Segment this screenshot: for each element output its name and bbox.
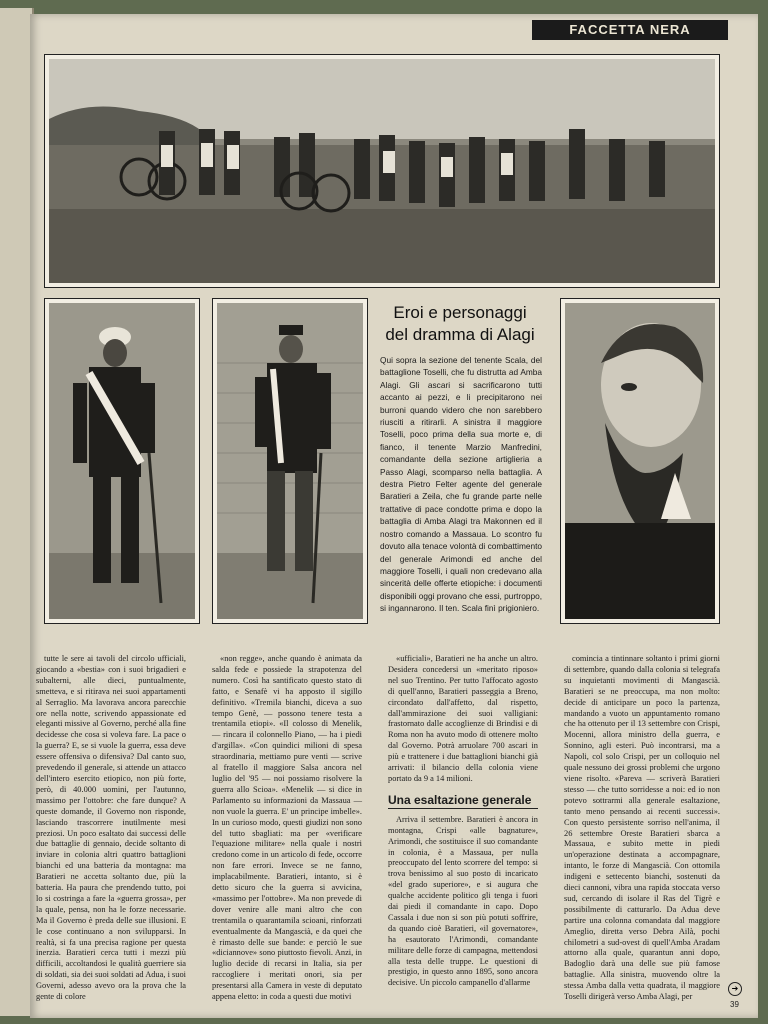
- pietro-felter-portrait: [565, 303, 715, 619]
- artillery-photo-art: [49, 59, 715, 283]
- text-column-2: [212, 654, 362, 1004]
- column-3-bottom-text: Arriva il settembre. Baratieri è ancora in montagna, Crispi «alle bagnature», Arimondi, che sostituisce il suo comandante in colonia, è a Massaua, per nulla preoccupato del lento scorrere del tempo: si trova benissimo al suo posto di incaricato «del grado superiore», e si augura che qualche accidente politico gli tenga i fuori dai piedi il comandante in capo. Dopo Cassala i due non si son più potuti soffrire, da quando cioè Baratieri, «il governatore», ha esautorato l'Arimondi, comandante militare delle forze di campagna, mettendosi alla testa delle truppe. Le questioni di prestigio, in questo anno 1895, sono ancora decisive. Un piccolo campanello d'allarme: [388, 814, 538, 988]
- felter-portrait-art: [565, 303, 715, 619]
- top-photo-frame: [44, 54, 720, 288]
- section-rubric: FACCETTA NERA: [532, 20, 728, 40]
- text-column-3: [388, 654, 538, 1004]
- manfredini-portrait-art: [217, 303, 363, 619]
- manfredini-photo-frame: [212, 298, 368, 624]
- page-number: 39: [730, 1000, 739, 1009]
- article-title: [380, 302, 540, 346]
- photo-caption: Qui sopra la sezione del tenente Scala, del battaglione Toselli, che fu distrutta ad Amba Alagi. Gli ascari si sacrificarono tutti accanto ai pezzi, e li precipitarono nei burroni quando videro che non sarebbero riusciti a ritirarli. A sinistra il maggiore Toselli, poco prima della sua morte e, di fianco, il tenente Marzio Manfredini, comandante della sezione artiglieria a Passo Alagi, scomparso nella battaglia. A destra Pietro Felter agente del generale Baratieri a Zeila, che fu grande parte nelle trattative di pace condotte prima e dopo la battaglia di Amba Alagi tra Makonnen ed il nostro comando a Massaua. Lo scontro fu dovuto alla tenace volontà di combattimento del generale Arimondi ed anche del maggiore Toselli, i quali non credevano alla sincerità delle offerte etiopiche: i documenti disponibili oggi provano che essi, purtroppo, si ingannarono. Il ten. Scala finì prigioniero.: [380, 355, 542, 614]
- toselli-photo-frame: [44, 298, 200, 624]
- column-1-text: tutte le sere ai tavoli del circolo ufficiali, giocando a «bestia» con i suoi brigadieri e subalterni, alle dieci, puntualmente, smetteva, e si ritirava nei suoi appartamenti al Serraglio. Ma lavorava ancora parecchie ore nella notte, scrivendo appassionate ed eleganti missive al Governo, perché alla fine decidesse che cosa si voleva fare. La pace o la guerra? E, se si vuole la guerra, essa deve essere offensiva o difensiva? Dal canto suo, prevedendo il generale, si attende un attacco dell'intero esercito etiopico, non più forte, però, di 40.000 uomini, per l'autunno, massimo per l'ottobre: che fare dunque? A queste domande, il Governo non risponde, lasciando trascorrere inutilmente mesi preziosi. Un poco esaltato dai successi delle due battaglie di gennaio, decide soltanto di inviare in colonia altri quattro battaglioni bianchi ed una batteria da montagna: ma Baratieri ne accetta soltanto due, più la batteria. Ha paura che prendendo tutto, poi lo si costringa a fare la «guerra grossa», per la quale, pensa, non ha le forze necessarie. Ma il Governo è preda delle sue illusioni. E le cose continuano a non svilupparsi. In realtà, si fa una precisa ragione per questa inerzia. Baratieri cerca tutti i mezzi più difficili, accoltandosi le qualità guerriere sia di soldati, sia dei suoi soldati ad Adua, i suoi Governi, adesso avevo ora la prova che la gente di colore: [36, 654, 186, 1002]
- column-4-text: comincia a tintinnare soltanto i primi giorni di settembre, quando dalla colonia si telegrafa su inquietanti movimenti di Mangascià. Baratieri se ne preoccupa, ma non molto: decide di anticipare un poco la partenza, mandando a vuoto un appuntamento romano che ha ottenuto per il 13 settembre con Crispi, Mocenni, allora ministro della guerra, e Sonnino, agli esteri. Può incontrarsi, ma a Napoli, col solo Crispi, per un colloquio nel quale nessuno dei grossi problemi che urgono viene risolto. «Pareva — scriverà Baratieri stesso — che tutto sorridesse a noi: ed io non potevo sottrarmi alla generale esaltazione, tanto meno pensando ai recenti successi». Con questo persistente sorriso nell'anima, il 26 settembre Oreste Baratieri sbarca a Massaua, e subito mette in piedi un'operazione destinata a accompagnare, intanto, le forze di Mangascià. Con ottomila indigeni e settecento bianchi, sostenuti da dieci cannoni, vibra una rapida stoccata verso sud, cercando di isolare il Ras del Tigrè e possibilmente di catturarlo. Da Adua deve partire una colonna comandata dal maggiore Ameglio, diretta verso Debra Ailà, pochi chilometri a sud-ovest di quell'Amba Aradam attorno alla quale, quarantun anni dopo, Badoglio darà una delle sue più famose battaglie. Alla sinistra, muovendo oltre la stessa Amba dalla vetta quadrata, il maggiore Toselli dirigerà verso Amba Alagi, per: [564, 654, 720, 1002]
- artillery-section-photo: [49, 59, 715, 283]
- toselli-portrait-art: [49, 303, 195, 619]
- text-column-1: [36, 654, 186, 1004]
- column-3-top-text: «ufficiali», Baratieri ne ha anche un altro. Desidera concedersi un «meritato riposo» nel suo Trentino. Per tutto l'affocato agosto di quell'anno, Baratieri passeggia a Breno, circondato dall'affetto, dal rispetto, dall'ammirazione dei suoi valligiani: frastornato dalle accoglienze di Brindisi e di Roma non ha avuto modo di ottenere molto dal Governo. Potrà arruolare 700 ascari in più e trattenere i due battaglioni bianchi già arrivati: il bilancio della colonia viene portato da 9 a 14 milioni.: [388, 654, 538, 783]
- continue-arrow-icon: ➔: [728, 982, 742, 996]
- lieutenant-manfredini-portrait: [217, 303, 363, 619]
- left-page-edge: [0, 8, 34, 1016]
- felter-photo-frame: [560, 298, 720, 624]
- magazine-page: [30, 14, 758, 1018]
- column-2-text: «non regge», anche quando è animata da salda fede e possiede la strapotenza del numero. Così ha santificato questo stato di fatto, e Senafè vi ha apposto il sigillo definitivo. «Tremila bianchi, diceva a suo tempo Genè, — possono tenere testa a trentamila etiopi». «Il colosso di Menelik, — rincara il colonnello Piano, — ha i piedi d'argilla». «Con quindici milioni di spesa straordinaria, mettiamo pure venti — scrive al fratello il maggiore Salsa ancora nel luglio del '95 — noi possiamo risolvere la guerra allo Scioa». «Menelik — si dice in Parlamento su informazioni da Massaua — non vuole la guerra. E' un principe imbelle». In un curioso modo, questi giudizi non sono del tutto sbagliati: ma per «verificare l'equazione militare» nella quale i nostri credono come in un articolo di fede, occorre non fare errori. Invece se ne fanno, implacabilmente. Baratieri, intanto, si è detto sicuro che la guerra si avvicina, «massimo per l'ottobre». Ma non prevede di dover venire alle mani altro che con trentamila o quarantamila scioani, rinforzati eventualmente da Mangascià, e da quei che è rimasto delle sue bande: e perciò le sue «diciannove» sono piuttosto fievoli. Anzi, in luglio decide di recarsi in Italia, sia per raccogliere i meritati onori, sia per presentarsi alla Camera in veste di deputato appena eletto: in coda a questi due motivi: [212, 654, 362, 1002]
- section-subheading: Una esaltazione generale: [388, 789, 538, 809]
- major-toselli-portrait: [49, 303, 195, 619]
- title-line-2: del dramma di Alagi: [385, 325, 535, 344]
- text-column-4: [564, 654, 720, 1002]
- title-line-1: Eroi e personaggi: [393, 303, 527, 322]
